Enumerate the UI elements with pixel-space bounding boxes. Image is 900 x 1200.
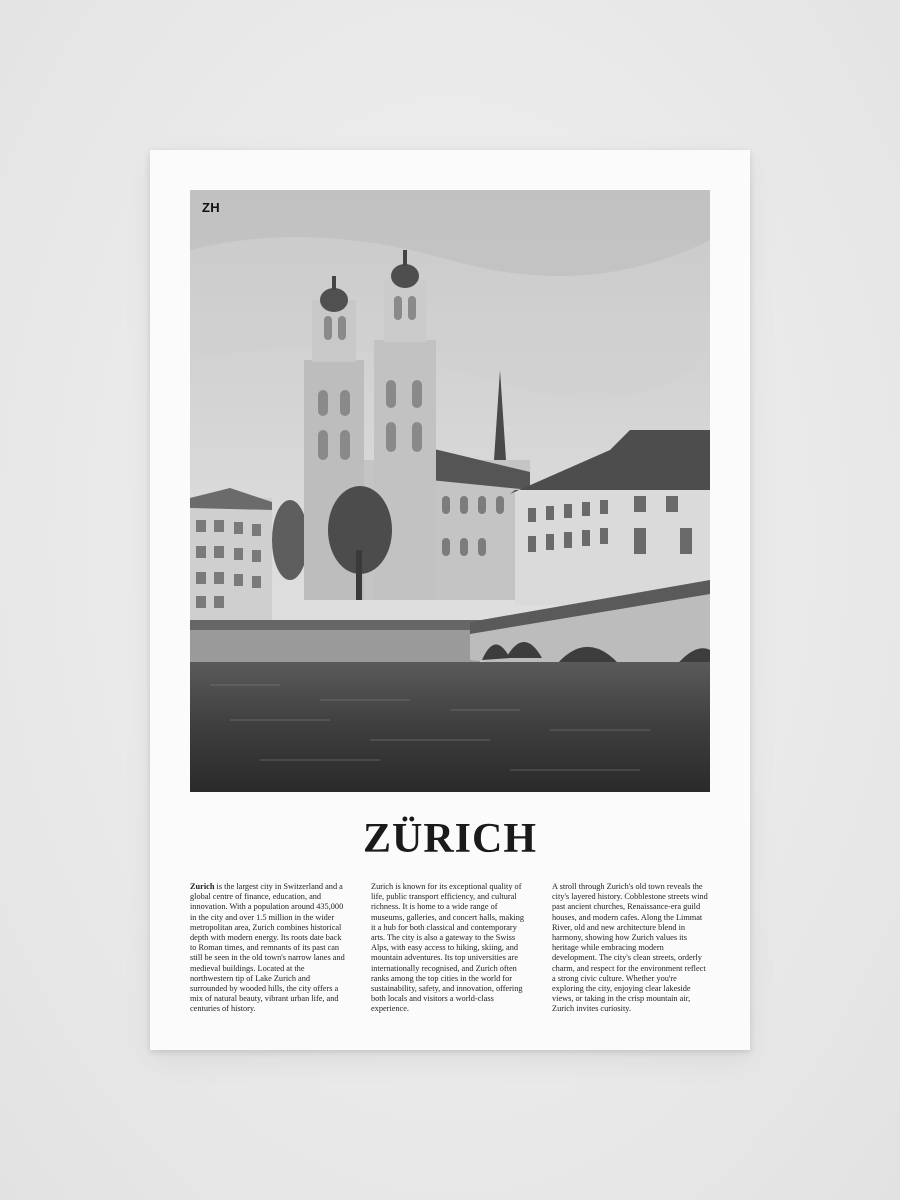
lead-word: Zurich: [190, 882, 215, 891]
city-title: ZÜRICH: [362, 816, 538, 862]
column-2-body: Zurich is known for its exceptional quality of life, public transport efficiency, and cultural richness. It is home to a wide range of museums, galleries, and concert halls, making it a hub for both classical and contemporary arts. The city is also a gateway to the Swiss Alps, with easy access to hiking, skiing, and mountain adventures. Its top universities are internationally recognised, and Zurich often ranks among the top cities in the world for sustainability, safety, and innovation, offering both locals and visitors a world-class experience.: [371, 882, 524, 1014]
grossmunster-river-illustration: [190, 190, 710, 792]
text-columns: [190, 882, 710, 1015]
column-1-body: is the largest city in Switzerland and a global centre of finance, education, and innovation. With a population around 435,000 in the city and over 1.5 million in the wider metropolitan area, Zurich combines historical depth with modern energy. Its roots date back to Roman times, and remnants of its past can still be seen in the old town's narrow lanes and medieval buildings. Located at the northwestern tip of Lake Zurich and surrounded by wooded hills, the city offers a mix of natural beauty, vibrant urban life, and centuries of history.: [190, 882, 345, 1014]
poster: [150, 150, 750, 1050]
text-column-2: [371, 882, 529, 1015]
zh-badge: ZH: [202, 200, 220, 215]
text-column-1: [190, 882, 348, 1015]
text-column-3: [552, 882, 710, 1015]
column-3-body: A stroll through Zurich's old town reveals the city's layered history. Cobblestone streets wind past ancient churches, Renaissance-era guild houses, and modern cafes. Along the Limmat River, old and new architecture blend in harmony, showing how Zurich values its heritage while embracing modern development. The city's clean streets, orderly charm, and respect for the environment reflect a strong civic culture. Whether you're exploring the city, enjoying clear lakeside views, or taking in the crisp mountain air, Zurich invites curiosity.: [552, 882, 708, 1014]
city-photo: [190, 190, 710, 792]
